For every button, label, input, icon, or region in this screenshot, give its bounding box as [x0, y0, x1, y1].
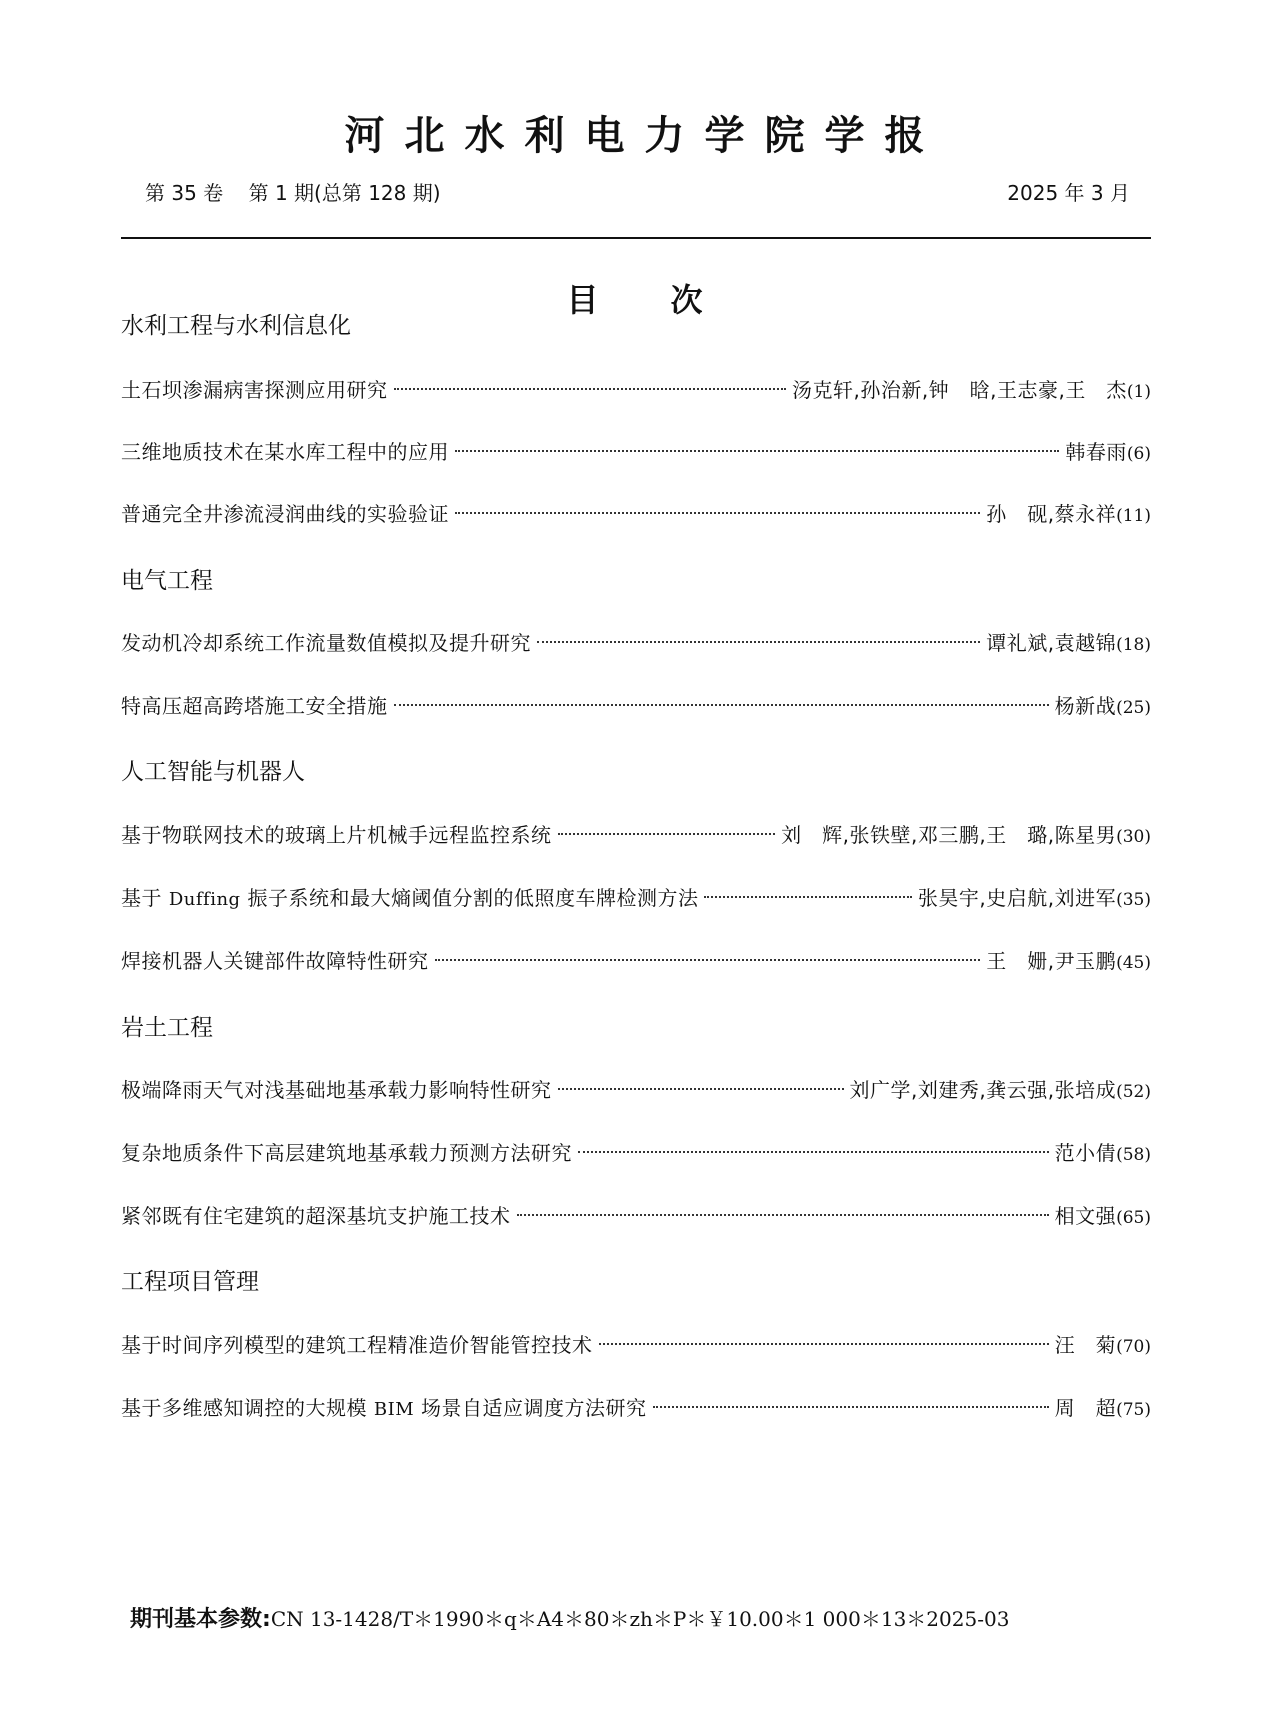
entry-authors: 王 姗,尹玉鹏 [986, 949, 1117, 973]
entry-title: 特高压超高跨塔施工安全措施 [121, 694, 388, 718]
entry-page: (18) [1116, 635, 1151, 655]
entry-title: 发动机冷却系统工作流量数值模拟及提升研究 [121, 631, 531, 655]
dot-leader [435, 959, 981, 961]
entry-authors: 范小倩 [1054, 1141, 1117, 1165]
toc-entry[interactable] [121, 375, 1151, 405]
entry-page: (25) [1116, 698, 1151, 718]
entry-authors: 谭礼斌,袁越锦 [986, 631, 1117, 655]
toc-entry[interactable] [121, 499, 1151, 529]
toc-entry[interactable] [121, 437, 1151, 467]
toc-entry[interactable] [121, 1138, 1151, 1168]
dot-leader [394, 704, 1049, 706]
dot-leader [578, 1151, 1049, 1153]
section-title: 水利工程与水利信息化 [121, 313, 351, 339]
entry-authors: 刘广学,刘建秀,龚云强,张培成 [849, 1078, 1117, 1102]
section-title: 工程项目管理 [121, 1269, 259, 1295]
entry-title: 焊接机器人关键部件故障特性研究 [121, 949, 429, 973]
dot-leader [653, 1406, 1049, 1408]
entry-page: (45) [1116, 953, 1151, 973]
dot-leader [517, 1214, 1049, 1216]
dot-leader [599, 1343, 1049, 1345]
parameters-label: 期刊基本参数: [130, 1607, 271, 1632]
entry-title: 普通完全井渗流浸润曲线的实验验证 [121, 502, 449, 526]
entry-title: 基于物联网技术的玻璃上片机械手远程监控系统 [121, 823, 552, 847]
entry-authors: 汤克轩,孙治新,钟 晗,王志豪,王 杰 [791, 378, 1127, 402]
toc-entry[interactable] [121, 1201, 1151, 1231]
entry-title: 基于时间序列模型的建筑工程精准造价智能管控技术 [121, 1333, 593, 1357]
issue-label: 第 1 期(总第 128 期) [248, 181, 441, 205]
entry-page: (11) [1116, 506, 1151, 526]
entry-title: 紧邻既有住宅建筑的超深基坑支护施工技术 [121, 1204, 511, 1228]
header-divider [121, 237, 1151, 239]
toc-heading: 目次 [566, 281, 775, 319]
issue-date: 2025 年 3 月 [1007, 181, 1130, 205]
entry-page: (52) [1116, 1082, 1151, 1102]
entry-authors: 相文强 [1054, 1204, 1117, 1228]
toc-entry[interactable] [121, 691, 1151, 721]
entry-authors: 汪 菊 [1054, 1333, 1117, 1357]
entry-authors: 周 超 [1054, 1396, 1117, 1420]
issue-info [145, 178, 441, 208]
toc-entry[interactable] [121, 883, 1151, 913]
toc-entry[interactable] [121, 628, 1151, 658]
toc-entry[interactable] [121, 1393, 1151, 1423]
entry-title: 复杂地质条件下高层建筑地基承载力预测方法研究 [121, 1141, 572, 1165]
section-title: 岩土工程 [121, 1015, 213, 1041]
toc-entry[interactable] [121, 1075, 1151, 1105]
entry-title: 三维地质技术在某水库工程中的应用 [121, 440, 449, 464]
entry-page: (70) [1116, 1337, 1151, 1357]
toc-entry[interactable] [121, 946, 1151, 976]
parameters-value: CN 13-1428/T＊1990＊q＊A4＊80＊zh＊P＊￥10.00＊1 000＊13＊2025-03 [270, 1607, 1010, 1631]
volume-label: 第 35 卷 [145, 181, 224, 205]
journal-parameters [130, 1603, 1009, 1636]
section-title: 人工智能与机器人 [121, 759, 305, 785]
entry-title: 基于多维感知调控的大规模 BIM 场景自适应调度方法研究 [121, 1396, 647, 1420]
entry-authors: 孙 砚,蔡永祥 [986, 502, 1117, 526]
entry-page: (6) [1126, 444, 1151, 464]
section-title: 电气工程 [121, 568, 213, 594]
dot-leader [394, 388, 786, 390]
entry-authors: 杨新战 [1054, 694, 1117, 718]
dot-leader [558, 833, 776, 835]
entry-page: (58) [1116, 1145, 1151, 1165]
entry-page: (65) [1116, 1208, 1151, 1228]
entry-page: (75) [1116, 1400, 1151, 1420]
entry-authors: 韩春雨 [1065, 440, 1127, 464]
journal-title: 河北水利电力学院学报 [344, 113, 945, 159]
dot-leader [455, 512, 980, 514]
entry-title: 土石坝渗漏病害探测应用研究 [121, 378, 388, 402]
entry-page: (30) [1116, 827, 1151, 847]
entry-title: 极端降雨天气对浅基础地基承载力影响特性研究 [121, 1078, 552, 1102]
entry-page: (35) [1116, 890, 1151, 910]
toc-entry[interactable] [121, 820, 1151, 850]
toc-entry[interactable] [121, 1330, 1151, 1360]
entry-authors: 刘 辉,张铁壁,邓三鹏,王 璐,陈星男 [781, 823, 1117, 847]
entry-page: (1) [1126, 382, 1151, 402]
dot-leader [704, 896, 911, 898]
dot-leader [558, 1088, 844, 1090]
entry-authors: 张昊宇,史启航,刘进军 [917, 886, 1117, 910]
entry-title: 基于 Duffing 振子系统和最大熵阈值分割的低照度车牌检测方法 [121, 886, 699, 910]
dot-leader [455, 450, 1059, 452]
dot-leader [537, 641, 980, 643]
